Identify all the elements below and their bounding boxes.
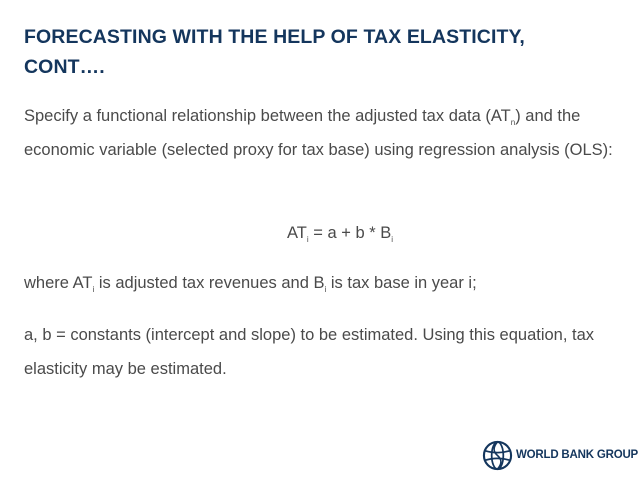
slide-title-line1: FORECASTING WITH THE HELP OF TAX ELASTICITY, <box>24 26 525 48</box>
variable-definitions <box>24 266 624 300</box>
variable-definitions-text-c: is tax base in year i; <box>326 274 477 292</box>
subscript-n: n <box>510 118 516 127</box>
world-bank-group-logo <box>482 438 638 472</box>
variable-definitions-sub-a: i <box>92 285 95 294</box>
variable-definitions-sub-b: i <box>324 285 327 294</box>
regression-equation <box>0 216 638 250</box>
equation-rhs-subscript: i <box>391 235 393 244</box>
slide-title-line2: CONT…. <box>24 56 105 78</box>
logo-text: WORLD BANK GROUP <box>516 449 638 461</box>
equation-mid: = a + b * B <box>308 224 392 242</box>
constants-description: a, b = constants (intercept and slope) to be estimated. Using this equation, tax elasticity may be estimated. <box>24 326 595 378</box>
regression-description <box>24 99 624 167</box>
variable-definitions-text-b: is adjusted tax revenues and B <box>94 274 325 292</box>
globe-icon <box>482 440 513 471</box>
regression-description-text-b: ) and the economic variable (selected proxy for tax base) using regression analysis (OLS): <box>24 107 613 159</box>
equation-lhs: AT <box>287 224 307 242</box>
variable-definitions-text-a: where AT <box>24 274 93 292</box>
equation-lhs-subscript: i <box>306 235 309 244</box>
slide-title <box>24 22 604 82</box>
regression-description-text-a: Specify a functional relationship between the adjusted tax data (AT <box>24 107 511 125</box>
